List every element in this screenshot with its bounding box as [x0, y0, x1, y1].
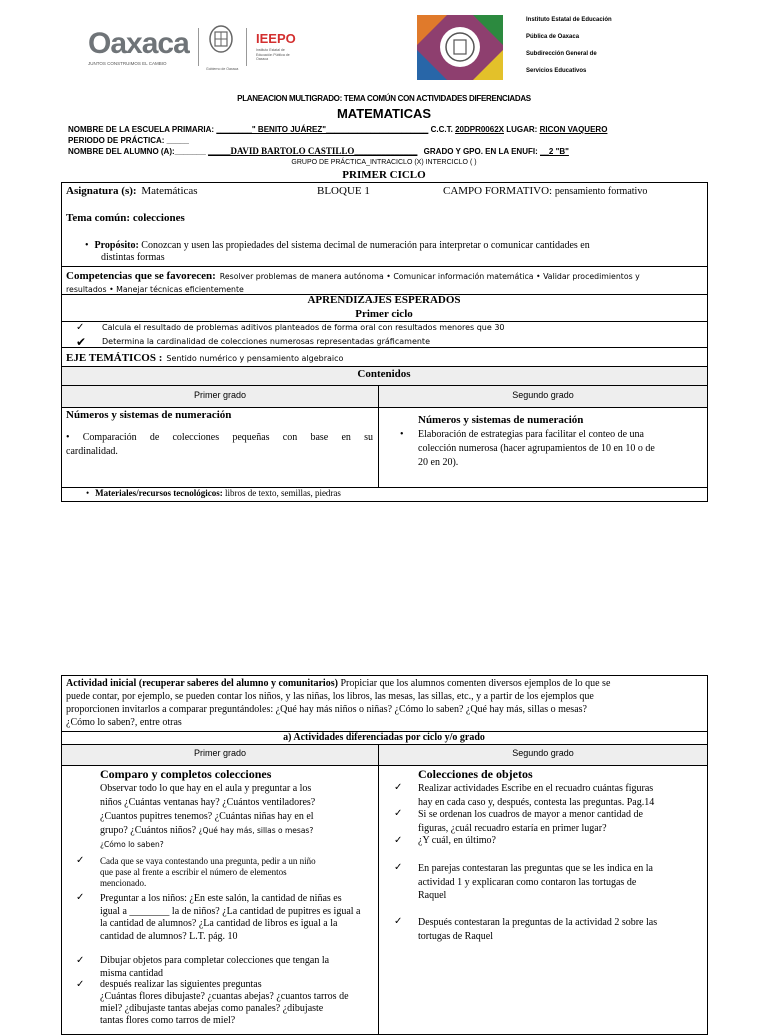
oaxaca-logo-slogan: JUNTOS CONSTRUIMOS EL CAMBIO	[88, 61, 167, 66]
eje-value: Sentido numérico y pensamiento algebraico	[166, 354, 344, 363]
school-emblem-icon	[417, 15, 503, 80]
row-divider	[61, 765, 708, 766]
school-name-label: NOMBRE DE LA ESCUELA PRIMARIA:	[68, 125, 215, 134]
proposito-text-2: distintas formas	[101, 252, 165, 263]
competencias-text-2: resultados • Manejar técnicas eficientemente	[66, 285, 244, 294]
inicial-line-2: puede contar, por ejemplo, se pueden contar los niños, y las niñas, los libros, las mesas, las sillas, etc., y a partir de los ejemplos que	[66, 691, 594, 702]
actividad-inicial	[66, 677, 704, 729]
c1-text-2: cardinalidad.	[66, 446, 118, 457]
left-item-3	[100, 955, 329, 980]
lugar-label: LUGAR:	[506, 125, 538, 134]
col-primer-grado-2: Primer grado	[193, 748, 247, 758]
logo-divider	[198, 28, 199, 66]
left-item-4-line: ¿Cuántas flores dibujaste? ¿cuantas abejas? ¿cuantos tarros de	[100, 991, 349, 1002]
contenidos-title: Contenidos	[357, 368, 411, 380]
institute-line-2: Pública de Oaxaca	[526, 34, 580, 40]
competencias-text: Resolver problemas de manera autónoma • Comunicar información matemática • Validar procedimientos y	[219, 272, 640, 281]
left-item-2	[100, 893, 360, 943]
left-item-1-line: mencionado.	[100, 878, 147, 888]
left-item-4-line: tantas flores como tarros de miel?	[100, 1015, 236, 1026]
c2-text-2: colección numerosa (hacer agrupamientos de 10 en 10 o de	[418, 443, 655, 454]
right-item-5-line: Después contestaran la preguntas de la actividad 2 sobre las	[418, 917, 658, 928]
inicial-line-1: Propiciar que los alumnos comenten diversos ejemplos de lo que se	[340, 678, 611, 689]
right-item-2-line: Si se ordenan los cuadros de mayor a menor cantidad de	[418, 809, 643, 820]
eje-tematicos	[66, 348, 343, 366]
check-icon: ✓	[76, 322, 85, 333]
ciclo-title: PRIMER CICLO	[342, 169, 426, 181]
left-item-2-line: Preguntar a los niños: ¿En este salón, la cantidad de niñas es	[100, 893, 342, 904]
institute-line-1: Instituto Estatal de Educación	[526, 17, 612, 23]
right-item-1-line: Realizar actividades Escribe en el recuadro cuántas figuras	[418, 783, 654, 794]
right-item-4-line: Raquel	[418, 890, 447, 901]
left-title: Comparo y completos colecciones	[100, 767, 272, 781]
right-item-4-line: En parejas contestaran las preguntas que se les indica en la	[418, 863, 653, 874]
col-divider	[378, 386, 379, 487]
check-icon: ✓	[394, 862, 403, 873]
c1-text-1: • Comparación de colecciones pequeñas con base en su	[66, 432, 373, 443]
aprendizajes-title: APRENDIZAJES ESPERADOS	[307, 294, 461, 306]
left-intro-1: Observar todo lo que hay en el aula y preguntar a los	[100, 783, 312, 794]
institute-address	[526, 12, 612, 80]
c2-text-3: 20 en 20).	[418, 457, 459, 468]
right-item-5-line: tortugas de Raquel	[418, 930, 493, 942]
right-item-2	[418, 808, 643, 835]
eje-label: EJE TEMÁTICOS :	[66, 352, 163, 364]
ieepo-logo	[256, 32, 306, 72]
left-item-1	[100, 856, 316, 889]
left-item-2-line: la cantidad de alumnos? ¿La cantidad de libros es igual a la	[100, 918, 338, 929]
school-name-value: ________" BENITO JUÁREZ"_______________________	[216, 125, 429, 134]
lugar-value: RICON VAQUERO	[539, 125, 608, 134]
periodo-label: PERIODO DE PRÁCTICA: _____	[68, 136, 189, 145]
left-item-4-line: después realizar las siguientes preguntas	[100, 979, 262, 990]
left-item-2-line: cantidad de alumnos? L.T. pág. 10	[100, 930, 238, 942]
diferenciadas-title: a) Actividades diferenciadas por ciclo y/o grado	[283, 732, 485, 743]
check-icon: ✓	[76, 979, 85, 990]
planeacion-title: PLANEACION MULTIGRADO: TEMA COMÚN CON ACTIVIDADES DIFERENCIADAS	[237, 94, 531, 103]
campo-label: CAMPO FORMATIVO:	[443, 185, 553, 197]
check-icon: ✓	[394, 916, 403, 927]
proposito: • Propósito: Conozcan y usen las propiedades del sistema decimal de numeración para interpretar o comunicar cantidades en distintas formas	[85, 240, 703, 264]
left-intro	[100, 782, 315, 852]
aprendizaje-2: Determina la cardinalidad de colecciones numerosas representadas gráficamente	[102, 337, 430, 346]
tema-comun: Tema común: colecciones	[66, 212, 185, 224]
check-icon: ✓	[76, 855, 85, 866]
campo-value: pensamiento formativo	[554, 186, 648, 197]
cct-value: 20DPR0062X	[455, 125, 504, 134]
c2-text: • Elaboración de estrategias para facilitar el conteo de una colección numerosa (hacer agrupamientos de 10 en 10 o de 20 en 20).	[400, 428, 705, 470]
right-item-4	[418, 862, 653, 903]
row-divider	[61, 407, 708, 408]
left-item-4-line: miel? ¿dibujaste tantas abejas como panales? ¿dibujaste	[100, 1003, 324, 1014]
materiales-label: Materiales/recursos tecnológicos:	[95, 488, 223, 498]
aprendizajes-sub: Primer ciclo	[355, 308, 413, 320]
col-divider	[378, 745, 379, 1035]
asignatura	[66, 185, 198, 197]
left-intro-4: grupo? ¿Cuántos niños?	[100, 825, 197, 836]
right-item-1-line: hay en cada caso y, después, contesta las preguntas. Pag.14	[418, 796, 655, 808]
c1-text	[66, 431, 373, 459]
campo-formativo	[443, 185, 647, 197]
left-intro-small: ¿Qué hay más, sillas o mesas?	[198, 826, 314, 835]
inicial-label: Actividad inicial (recuperar saberes del alumno y comunitarios)	[66, 678, 338, 689]
materiales-value: libros de texto, semillas, piedras	[224, 488, 341, 498]
gobierno-seal-icon	[206, 22, 239, 71]
institute-line-3: Subdirección General de	[526, 51, 597, 57]
ieepo-logo-text: IEEPO	[256, 31, 296, 46]
right-item-5	[418, 916, 657, 943]
check-icon: ✓	[394, 808, 403, 819]
left-item-4	[100, 979, 349, 1027]
right-item-1	[418, 782, 654, 809]
oaxaca-logo-text: Oaxaca	[88, 27, 189, 60]
cct-label: C.C.T.	[430, 125, 453, 134]
grado-value: __2 "B"	[540, 147, 569, 156]
check-icon: ✓	[76, 955, 85, 966]
asignatura-value: Matemáticas	[141, 185, 198, 197]
alumno-label: NOMBRE DEL ALUMNO (A):_______	[68, 147, 206, 156]
right-item-3: ¿Y cuál, en último?	[418, 835, 496, 846]
row-divider	[61, 266, 708, 267]
gobierno-label: Gobierno de Oaxaca	[206, 67, 239, 71]
institute-line-4: Servicios Educativos	[526, 68, 587, 74]
c2-title: Números y sistemas de numeración	[418, 414, 584, 426]
competencias-label: Competencias que se favorecen:	[66, 270, 216, 282]
check-icon: ✓	[394, 835, 403, 846]
bloque: BLOQUE 1	[317, 185, 370, 197]
left-item-3-line: Dibujar objetos para completar colecciones que tengan la	[100, 955, 330, 966]
ieepo-logo-sub: Instituto Estatal de Educación Pública de Oaxaca	[256, 48, 290, 61]
col-primer-grado: Primer grado	[193, 390, 247, 400]
logo-divider-2	[246, 28, 247, 66]
subject-title: MATEMATICAS	[336, 106, 432, 121]
left-intro-2: niños ¿Cuántas ventanas hay? ¿Cuántos ventiladores?	[100, 797, 316, 808]
alumno-value: _____DAVID BARTOLO CASTILLO______________	[208, 146, 418, 156]
right-item-2-line: figuras, ¿cuál recuadro estaría en primer lugar?	[418, 822, 607, 834]
c1-title: Números y sistemas de numeración	[66, 409, 232, 421]
grupo-line: GRUPO DE PRÁCTICA_INTRACICLO (X) INTERCICLO ( )	[291, 159, 477, 166]
inicial-line-4: ¿Cómo lo saben?, entre otras	[66, 717, 182, 728]
c2-text-1: Elaboración de estrategias para facilitar el conteo de una	[418, 429, 644, 440]
left-intro-3: ¿Cuantos pupitres tenemos? ¿Cuántas niñas hay en el	[100, 811, 314, 822]
left-item-3-line: misma cantidad	[100, 967, 164, 979]
left-item-2-line: igual a ________ la de niños? ¿La cantidad de pupitres es igual a	[100, 905, 361, 917]
oaxaca-logo	[88, 28, 193, 70]
left-item-1-line: Cada que se vaya contestando una pregunta, pedir a un niño	[100, 856, 316, 866]
materiales: • Materiales/recursos tecnológicos: libros de texto, semillas, piedras	[86, 488, 341, 498]
proposito-label: Propósito:	[94, 240, 139, 251]
left-item-1-line: que pase al frente a escribir el número de elementos	[100, 867, 287, 877]
aprendizaje-1: Calcula el resultado de problemas aditivos planteados de forma oral con resultados menores que 30	[102, 323, 505, 332]
check-icon: ✓	[394, 782, 403, 793]
asignatura-label: Asignatura (s):	[66, 185, 137, 197]
col-segundo-grado-2: Segundo grado	[512, 748, 574, 758]
right-title: Colecciones de objetos	[418, 767, 533, 781]
row-divider	[61, 321, 708, 322]
proposito-text: Conozcan y usen las propiedades del sistema decimal de numeración para interpretar o comunicar cantidades en	[141, 240, 590, 251]
col-segundo-grado: Segundo grado	[512, 390, 574, 400]
inicial-line-3: proporcionen invitarlos a comparar preguntándoles: ¿Qué hay más niños o niñas? ¿Cómo lo saben? ¿Qué hay más, sillas o mesas?	[66, 704, 587, 715]
competencias	[66, 268, 706, 296]
school-info	[68, 124, 607, 157]
check-icon: ✔	[76, 335, 87, 349]
check-icon: ✓	[76, 892, 85, 903]
left-intro-small-2: ¿Cómo lo saben?	[100, 840, 164, 849]
grado-label: GRADO Y GPO. EN LA ENUFI:	[423, 147, 538, 156]
right-item-4-line: actividad 1 y explicaran como contaron las tortugas de	[418, 876, 637, 888]
